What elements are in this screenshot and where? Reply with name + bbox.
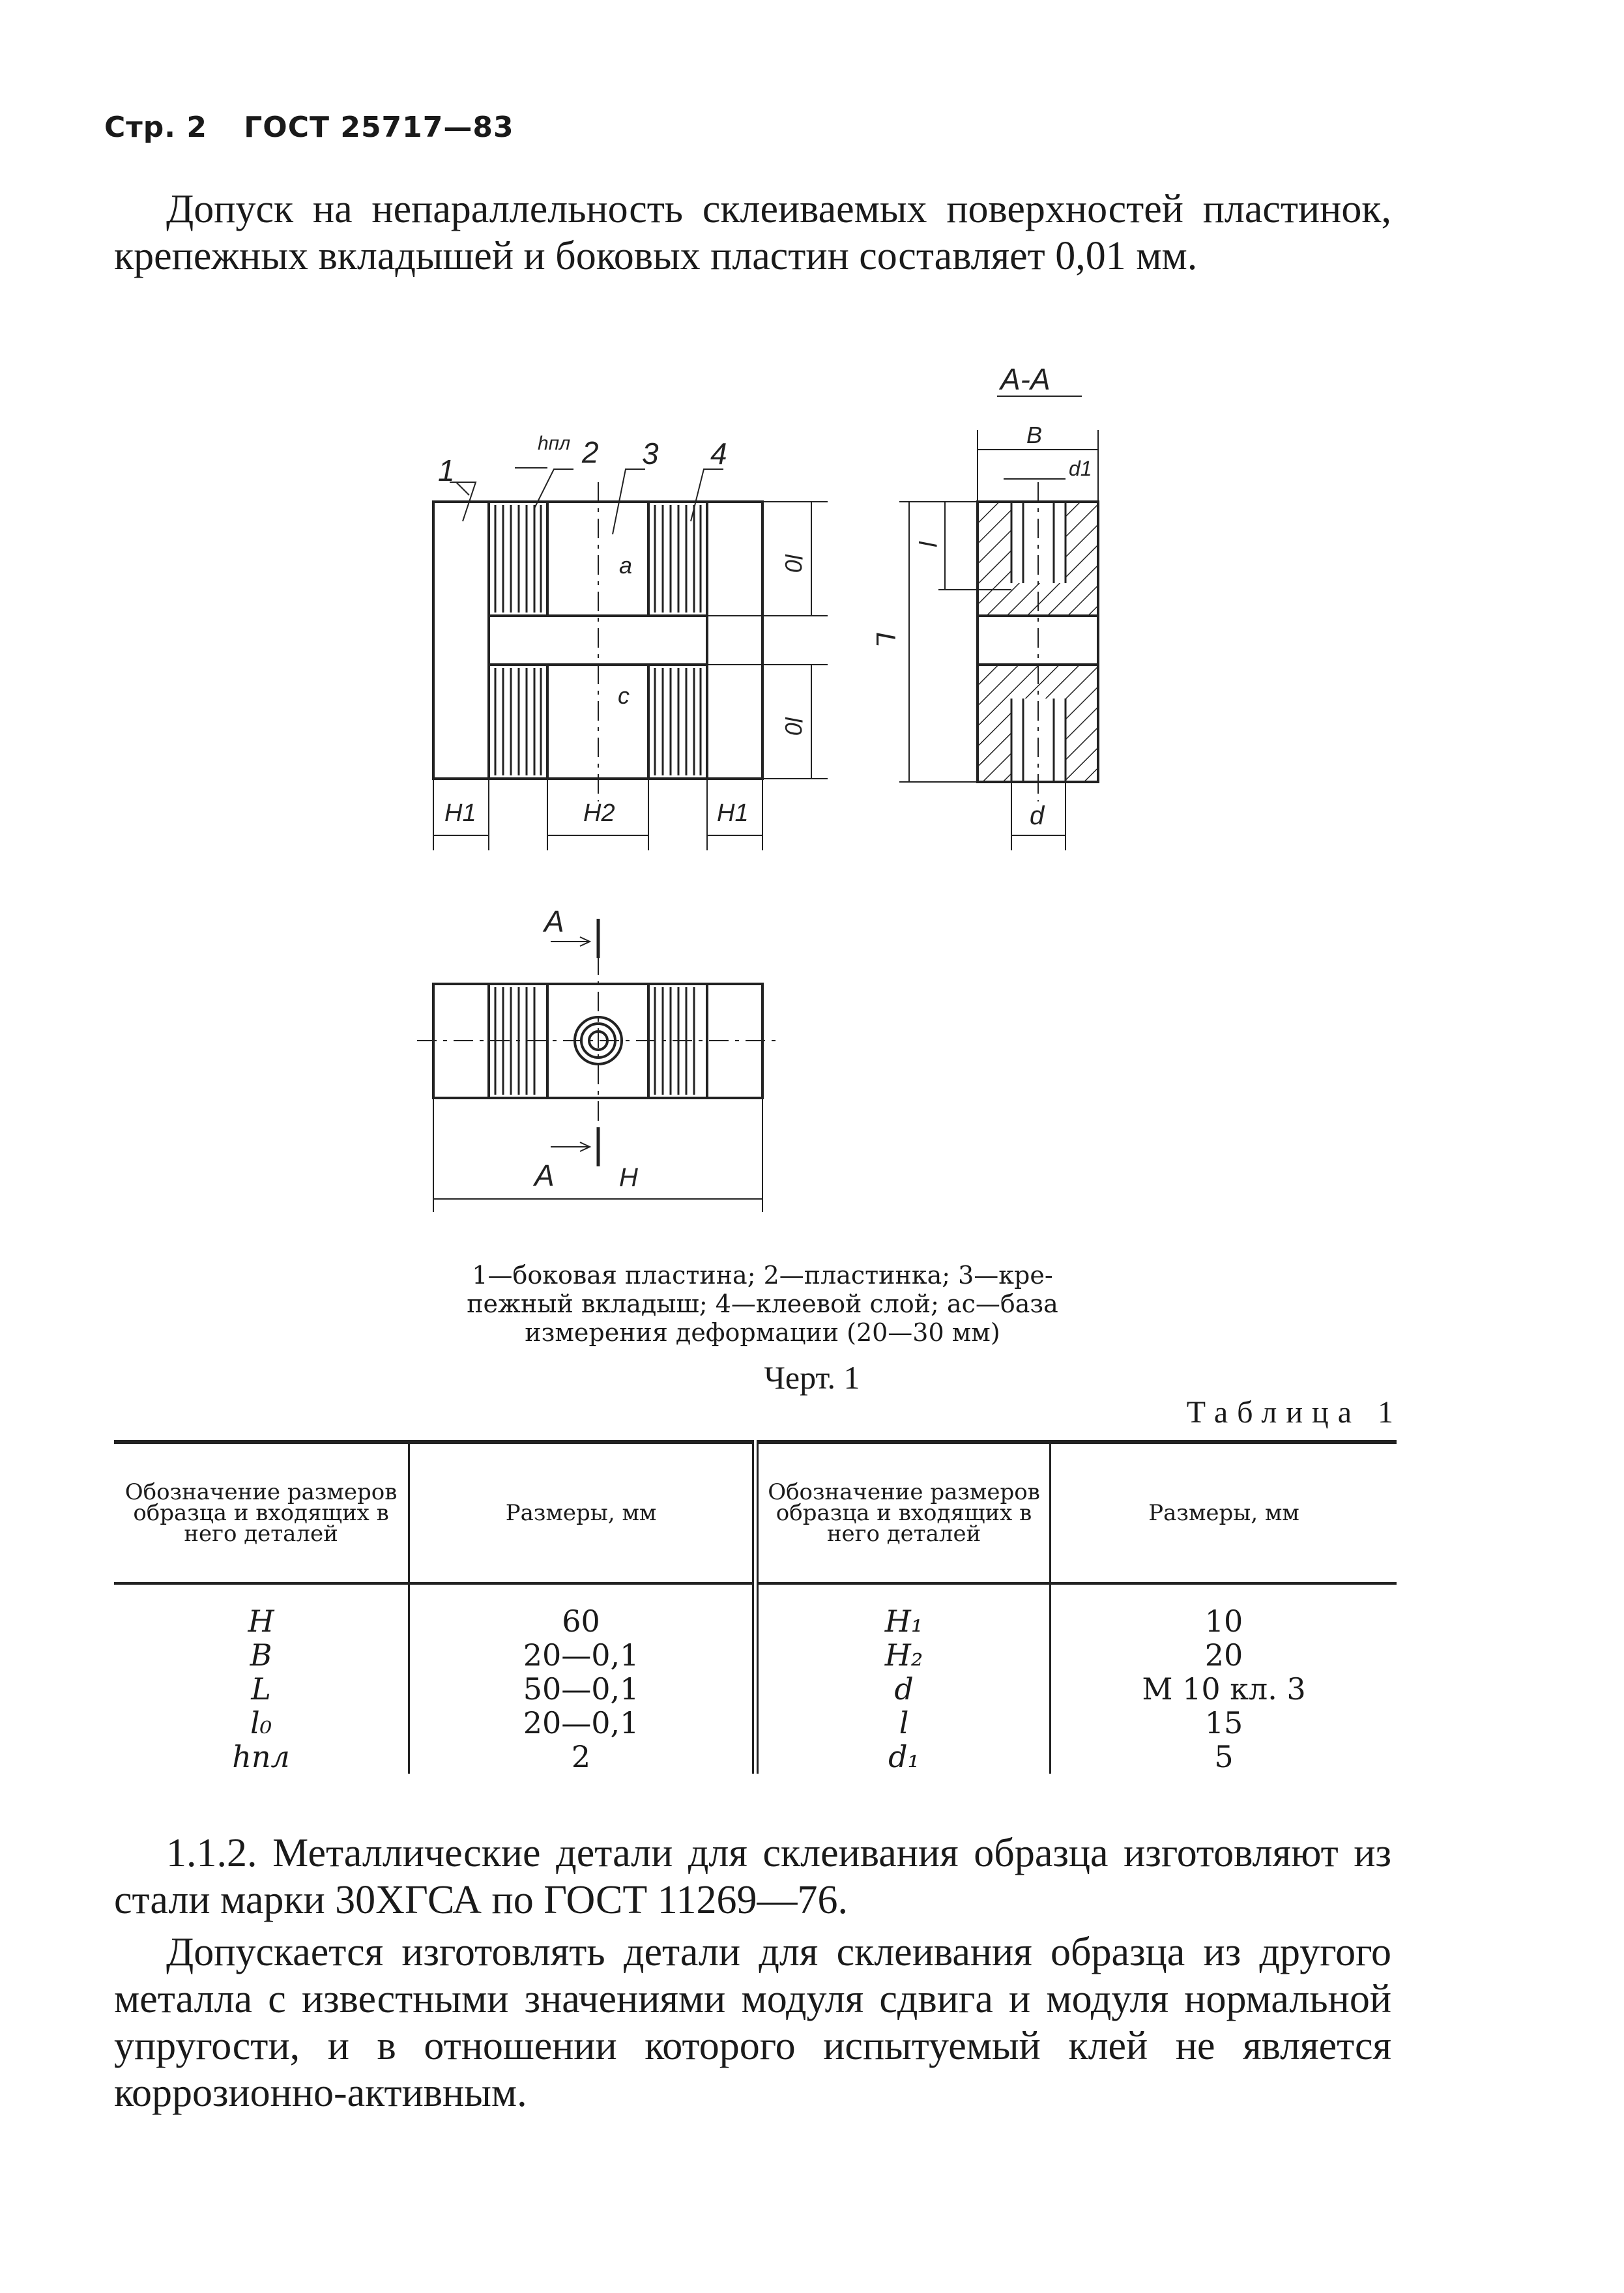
value-cell: М 10 кл. 3 — [1142, 1671, 1306, 1707]
table-row — [114, 1740, 1397, 1774]
table-row — [114, 1638, 1397, 1672]
value-cell: 20—0,1 — [409, 1638, 755, 1672]
standard-number: ГОСТ 25717—83 — [244, 111, 514, 144]
symbol-cell: H — [114, 1583, 409, 1638]
symbol-cell: l₀ — [114, 1706, 409, 1740]
figure-caption — [417, 1261, 1108, 1347]
figure-label: Черт. 1 — [764, 1359, 860, 1396]
symbol-cell: H₂ — [755, 1638, 1051, 1672]
dim-l: l — [913, 541, 940, 547]
dim-d: d — [1030, 801, 1045, 830]
value-cell: 20 — [1204, 1637, 1243, 1673]
callout-3: 3 — [642, 437, 659, 470]
value-cell: 60 — [409, 1583, 755, 1638]
dimensions-table — [114, 1440, 1397, 1774]
section-1-1-2: 1.1.2. Металлические детали для склеивания образца изготовляют из стали марки 30ХГСА по ГОСТ 11269—76. — [114, 1831, 1391, 1922]
allowed-materials-paragraph: Допускается изготовлять детали для склеивания образца из другого металла с известными значениями модуля сдвига и модуля нормальной упругости, и в отношении которого испытуемый клей не является коррозионно-активным. — [114, 1930, 1391, 2115]
page-number: Стр. 2 — [104, 111, 207, 144]
value-cell: 10 — [1204, 1604, 1243, 1639]
table-header-row — [114, 1442, 1397, 1583]
symbol-cell: d₁ — [755, 1740, 1051, 1774]
symbol-cell: H₁ — [755, 1583, 1051, 1638]
caption-line-1: 1—боковая пластина; 2—пластинка; 3—кре- — [472, 1261, 1053, 1290]
value-cell: 50—0,1 — [409, 1672, 755, 1706]
dim-d1: d1 — [1069, 457, 1092, 480]
section-label: А-А — [1000, 362, 1051, 396]
caption-line-3: измерения деформации (20—30 мм) — [525, 1318, 1000, 1347]
dim-h-pl: hпл — [538, 433, 571, 454]
point-a: a — [619, 552, 633, 579]
callout-4: 4 — [710, 437, 727, 470]
header-designation-2: Обозначение размеров образца и входящих в него деталей — [755, 1442, 1051, 1583]
value-cell: 2 — [409, 1740, 755, 1774]
tolerance-paragraph: Допуск на непараллельность склеиваемых поверхностей пластинок, крепежных вкладышей и боковых пластин составляет 0,01 мм. — [114, 187, 1391, 278]
dim-B: В — [1026, 422, 1043, 448]
symbol-cell: B — [114, 1638, 409, 1672]
symbol-cell: hпл — [114, 1740, 409, 1774]
symbol-cell: d — [755, 1672, 1051, 1706]
dim-H: H — [619, 1163, 638, 1192]
table-row — [114, 1706, 1397, 1740]
symbol-cell: L — [114, 1672, 409, 1706]
dim-l0-bottom: l0 — [780, 717, 807, 736]
value-cell: 20—0,1 — [409, 1706, 755, 1740]
dim-H1-right: H1 — [717, 800, 749, 827]
caption-line-2: пежный вкладыш; 4—клеевой слой; ac—база — [467, 1290, 1058, 1318]
header-size-1: Размеры, мм — [409, 1442, 755, 1583]
dim-H2: H2 — [583, 800, 615, 827]
cut-mark-top: A — [544, 904, 564, 938]
point-c: c — [618, 682, 630, 709]
table-title: Таблица 1 — [1186, 1395, 1402, 1430]
table-row — [114, 1672, 1397, 1706]
cut-mark-bottom: A — [534, 1159, 555, 1192]
value-cell: 5 — [1214, 1739, 1234, 1774]
symbol-cell: l — [755, 1706, 1051, 1740]
dim-H1-left: H1 — [444, 800, 476, 827]
header-designation-1: Обозначение размеров образца и входящих в него деталей — [114, 1442, 409, 1583]
callout-1: 1 — [438, 454, 455, 487]
header-size-2: Размеры, мм — [1051, 1442, 1397, 1583]
dim-L: L — [871, 632, 901, 648]
value-cell: 15 — [1204, 1705, 1243, 1740]
callout-2: 2 — [582, 435, 599, 469]
table-row — [114, 1583, 1397, 1638]
dim-l0-top: l0 — [780, 554, 807, 573]
